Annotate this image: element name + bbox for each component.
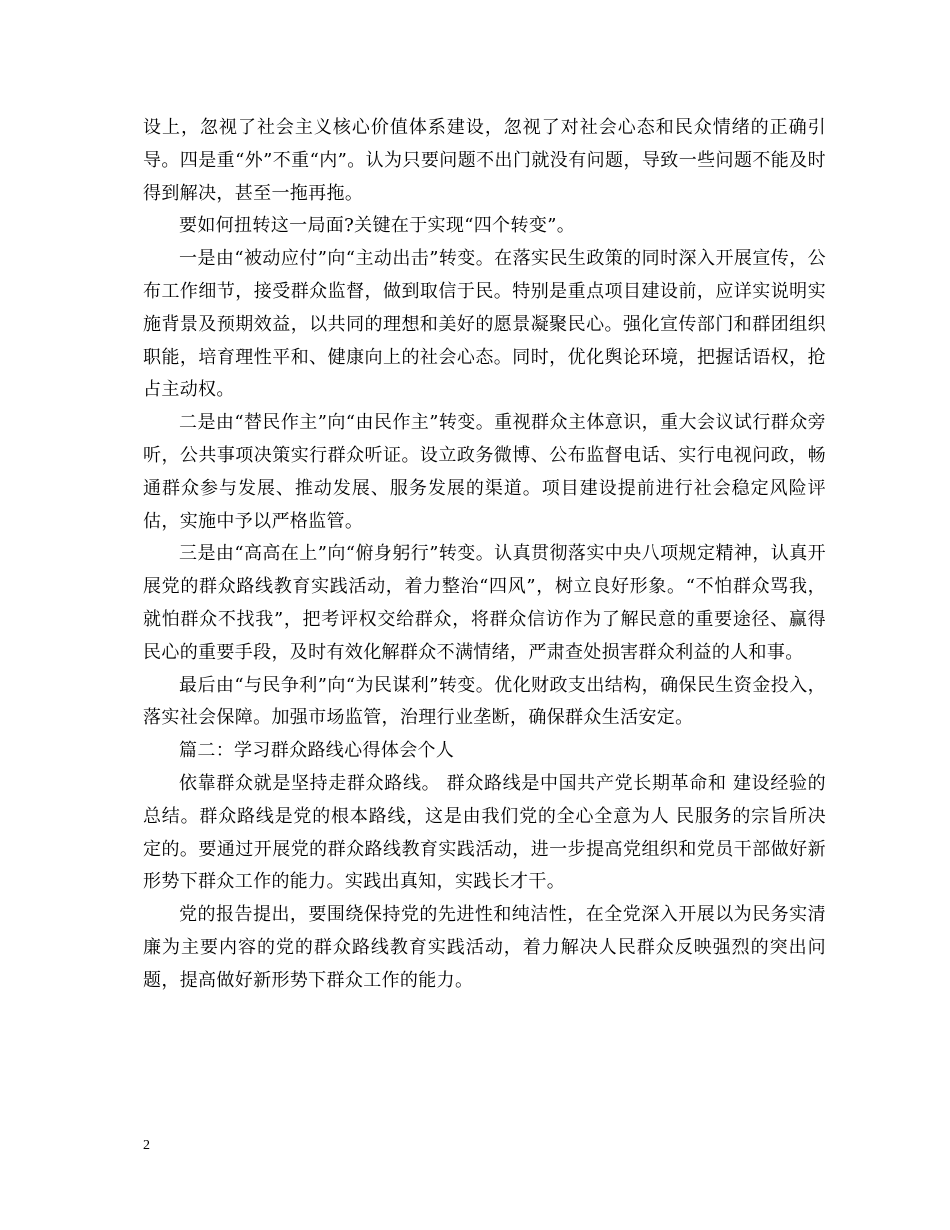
body-text [143, 112, 826, 998]
paragraph-3: 一是由“被动应付”向“主动出击”转变。在落实民生政策的同时深入开展宣传，公布工作细节，接受群众监督，做到取信于民。特别是重点项目建设前，应详实说明实施背景及预期效益，以共同的理想和美好的愿景凝聚民心。强化宣传部门和群团组织职能，培育理性平和、健康向上的社会心态。同时，优化舆论环境，把握话语权，抢占主动权。 [143, 248, 826, 401]
paragraph-6: 最后由“与民争利”向“为民谋利”转变。优化财政支出结构，确保民生资金投入，落实社会保障。加强市场监管，治理行业垄断，确保群众生活安定。 [143, 674, 826, 729]
section-heading: 篇二：学习群众路线心得体会个人 [179, 740, 455, 762]
paragraph-5: 三是由“高高在上”向“俯身躬行”转变。认真贯彻落实中央八项规定精神，认真开展党的群众路线教育实践活动，着力整治“四风”，树立良好形象。“不怕群众骂我，就怕群众不找我”，把考评权交给群众，将群众信访作为了解民意的重要途径、赢得民心的重要手段，及时有效化解群众不满情绪，严肃查处损害群众利益的人和事。 [143, 543, 826, 663]
paragraph-1: 设上，忽视了社会主义核心价值体系建设，忽视了对社会心态和民众情绪的正确引导。四是重“外”不重“内”。认为只要问题不出门就没有问题，导致一些问题不能及时得到解决，甚至一拖再拖。 [143, 117, 826, 204]
paragraph-8: 依靠群众就是坚持走群众路线。 群众路线是中国共产党长期革命和 建设经验的总结。群众路线是党的根本路线，这是由我们党的全心全意为人 民服务的宗旨所决定的。要通过开展党的群众路线教育实践活动，进一步提高党组织和党员干部做好新形势下群众工作的能力。实践出真知，实践长才干。 [143, 772, 826, 893]
paragraph-2: 要如何扭转这一局面?关键在于实现“四个转变”。 [179, 215, 576, 237]
paragraph-4: 二是由“替民作主”向“由民作主”转变。重视群众主体意识，重大会议试行群众旁听，公共事项决策实行群众听证。设立政务微博、公布监督电话、实行电视问政，畅通群众参与发展、推动发展、服务发展的渠道。项目建设提前进行社会稳定风险评估，实施中予以严格监管。 [143, 412, 826, 532]
page-number: 2 [143, 1138, 150, 1153]
paragraph-9: 党的报告提出，要围绕保持党的先进性和纯洁性，在全党深入开展以为民务实清廉为主要内容的党的群众路线教育实践活动，着力解决人民群众反映强烈的突出问题，提高做好新形势下群众工作的能力。 [143, 904, 826, 991]
